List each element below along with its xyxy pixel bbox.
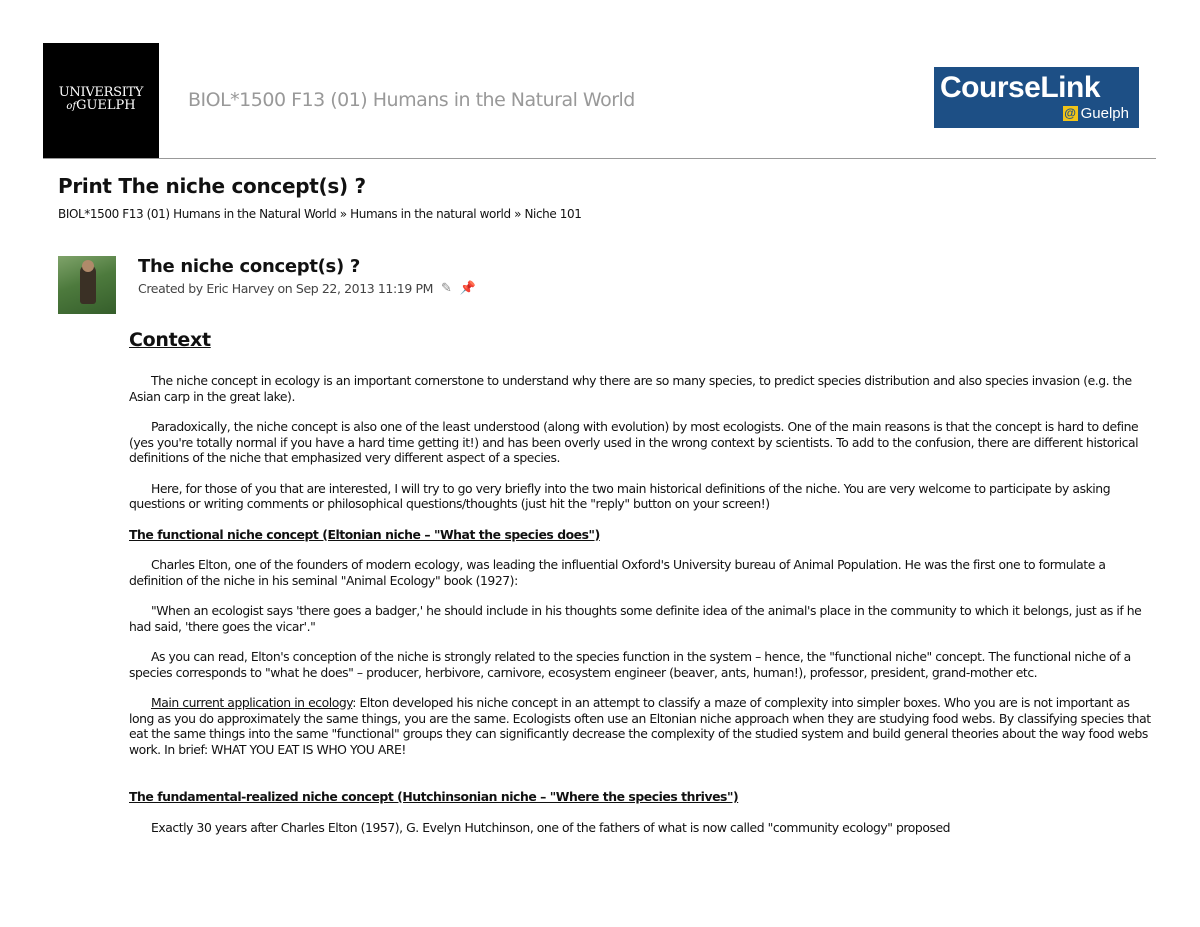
paragraph-6: As you can read, Elton's conception of the niche is strongly related to the species function in the system – hence, the "functional niche" concept. The functional niche of a species corresponds to "what he does" – producer, herbivore, carnivore, ecosystem engineer (beaver, ants, human!), professor, president, grand-mother etc. <box>129 649 1131 680</box>
page-title: Print The niche concept(s) ? <box>58 174 366 198</box>
subheading-functional-niche: The functional niche concept (Eltonian niche – "What the species does") <box>129 526 600 542</box>
post-meta <box>138 281 475 296</box>
breadcrumb[interactable]: BIOL*1500 F13 (01) Humans in the Natural World » Humans in the natural world » Niche 101 <box>58 207 582 221</box>
application-label: Main current application in ecology <box>151 695 353 710</box>
paragraph-2: Paradoxically, the niche concept is also one of the least understood (along with evolution) by most ecologists. One of the main reasons is that the concept is hard to define (yes you're totally normal if you have a hard time getting it!) and has been overly used in the wrong context by scientists. To add to the confusion, there are different historical definitions of the niche that emphasized very different aspect of a species. <box>129 419 1139 465</box>
pin-icon[interactable]: 📌 <box>459 281 476 296</box>
logo-guelph-text: GUELPH <box>76 98 136 113</box>
course-title-header[interactable]: BIOL*1500 F13 (01) Humans in the Natural World <box>188 89 635 111</box>
logo-line-university: UNIVERSITY <box>58 85 144 100</box>
wand-icon[interactable]: ✎ <box>441 281 452 296</box>
author-avatar[interactable] <box>58 256 116 314</box>
paragraph-3: Here, for those of you that are interested, I will try to go very briefly into the two main historical definitions of the niche. You are very welcome to participate by asking questions or writing comments or philosophical questions/thoughts (just hit the "reply" button on your screen!) <box>129 480 1111 511</box>
courselink-logo[interactable] <box>934 67 1139 128</box>
context-heading: Context <box>129 329 211 351</box>
paragraph-7 <box>129 695 1157 757</box>
post-meta-text: Created by Eric Harvey on Sep 22, 2013 11:19 PM <box>138 281 433 296</box>
courselink-guelph-text: Guelph <box>1080 105 1129 122</box>
post-body <box>129 329 1157 835</box>
post-title: The niche concept(s) ? <box>138 256 361 277</box>
avatar-head <box>82 260 94 272</box>
courselink-brand-text: CourseLink <box>940 71 1101 104</box>
university-logo <box>43 43 159 159</box>
courselink-sub <box>1063 105 1129 122</box>
paragraph-7-text: : Elton developed his niche concept in an attempt to classify a maze of complexity into simpler boxes. Who you are is not important as long as you do approximately the same things, you are the same. Ecologists often use an Eltonian niche approach when they are studying food webs. By classifying species that eat the same things into the same "functional" groups they can significantly decrease the complexity of the studied system and build general theories about the way food webs work. In brief: WHAT YOU EAT IS WHO YOU ARE! <box>129 695 1151 757</box>
subheading-hutchinsonian-niche: The fundamental-realized niche concept (Hutchinsonian niche – "Where the species thrives") <box>129 789 739 804</box>
logo-line-guelph <box>43 99 159 113</box>
at-icon: @ <box>1064 106 1076 120</box>
header-divider <box>43 158 1156 159</box>
logo-of: of <box>66 101 77 112</box>
paragraph-8: Exactly 30 years after Charles Elton (1957), G. Evelyn Hutchinson, one of the fathers of what is now called "community ecology" proposed <box>151 819 951 835</box>
paragraph-1: The niche concept in ecology is an important cornerstone to understand why there are so many species, to predict species distribution and also species invasion (e.g. the Asian carp in the great lake). <box>129 373 1132 404</box>
paragraph-5: "When an ecologist says 'there goes a badger,' he should include in his thoughts some definite idea of the animal's place in the community to which it belongs, just as if he had said, 'there goes the vicar'." <box>129 603 1142 634</box>
paragraph-4: Charles Elton, one of the founders of modern ecology, was leading the influential Oxford's University bureau of Animal Population. He was the first one to formulate a definition of the niche in his seminal "Animal Ecology" book (1927): <box>129 557 1106 588</box>
